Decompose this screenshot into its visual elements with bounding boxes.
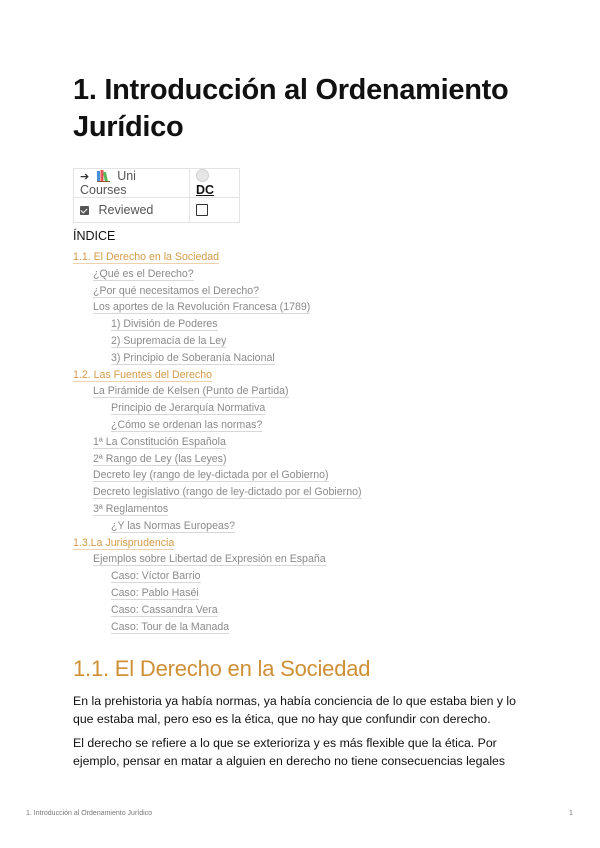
- toc-link[interactable]: 2ª Rango de Ley (las Leyes): [93, 452, 227, 465]
- toc-item: [73, 400, 362, 417]
- toc-link[interactable]: ¿Qué es el Derecho?: [93, 267, 194, 280]
- index-heading: ÍNDICE: [73, 229, 116, 243]
- paragraph-2: El derecho se refiere a lo que se exterioriza y es más flexible que la ética. Por ejemplo, pensar en matar a alguien en derecho no tiene consecuencias legales: [73, 736, 506, 768]
- toc-link[interactable]: ¿Y las Normas Europeas?: [111, 519, 236, 532]
- footer-title: 1. Introducción al Ordenamiento Jurídico: [26, 810, 153, 817]
- toc-link[interactable]: ¿Cómo se ordenan las normas?: [111, 418, 263, 431]
- relation-arrow-icon: ➔: [80, 171, 90, 183]
- toc-link[interactable]: Principio de Jerarquía Normativa: [111, 402, 266, 415]
- toc-item: [73, 619, 362, 636]
- toc-link[interactable]: Caso: Pablo Haséi: [111, 586, 199, 599]
- toc-item: [73, 383, 362, 400]
- toc-link[interactable]: Ejemplos sobre Libertad de Expresión en España: [93, 553, 326, 566]
- toc-item: [73, 467, 362, 484]
- property-label-course: Uni Courses: [80, 169, 136, 197]
- page-title: 1. Introducción al Ordenamiento Jurídico: [73, 74, 509, 143]
- toc-item: [73, 602, 362, 619]
- toc-link[interactable]: Los aportes de la Revolución Francesa (1789): [93, 301, 311, 314]
- toc-item: [73, 249, 362, 266]
- table-of-contents: [73, 249, 362, 635]
- toc-item: [73, 434, 362, 451]
- toc-item: [73, 333, 362, 350]
- toc-link[interactable]: Caso: Cassandra Vera: [111, 603, 218, 616]
- toc-item: [73, 535, 362, 552]
- reviewed-checkbox[interactable]: [196, 204, 208, 216]
- property-key-reviewed: [74, 198, 190, 223]
- footer-page-number: 1: [569, 810, 573, 817]
- property-row-reviewed: [74, 198, 240, 223]
- page-circle-icon: [196, 169, 209, 182]
- toc-item: [73, 518, 362, 535]
- paragraph-1: En la prehistoria ya había normas, ya había conciencia de lo que estaba bien y lo que estaba mal, pero eso es la ética, que no hay que confundir con derecho.: [73, 694, 516, 726]
- checkbox-property-icon: [80, 206, 89, 215]
- toc-item: [73, 451, 362, 468]
- course-link[interactable]: DC: [196, 183, 215, 197]
- toc-item: [73, 484, 362, 501]
- toc-link[interactable]: 1) División de Poderes: [111, 318, 218, 331]
- toc-item: [73, 585, 362, 602]
- properties-table: [73, 168, 240, 223]
- toc-link[interactable]: 3ª Reglamentos: [93, 502, 169, 515]
- toc-link[interactable]: 1.3.La Jurisprudencia: [73, 536, 175, 549]
- toc-link[interactable]: Decreto ley (rango de ley-dictada por el Gobierno): [93, 469, 329, 482]
- toc-link[interactable]: 1.1. El Derecho en la Sociedad: [73, 251, 220, 263]
- toc-link[interactable]: 1ª La Constitución Española: [93, 435, 226, 448]
- toc-item: [73, 501, 362, 518]
- toc-item: [73, 266, 362, 283]
- property-row-course: [74, 169, 240, 198]
- section-heading: 1.1. El Derecho en la Sociedad: [73, 656, 371, 681]
- toc-item: [73, 299, 362, 316]
- toc-item: [73, 551, 362, 568]
- toc-link[interactable]: 3) Principio de Soberanía Nacional: [111, 351, 275, 364]
- property-value-reviewed: [190, 198, 240, 223]
- property-value-course[interactable]: [190, 169, 240, 198]
- toc-link[interactable]: La Pirámide de Kelsen (Punto de Partida): [93, 385, 289, 398]
- books-icon: [97, 170, 110, 182]
- property-key-course: [74, 169, 190, 198]
- toc-item: [73, 283, 362, 300]
- toc-link[interactable]: 1.2. Las Fuentes del Derecho: [73, 368, 212, 381]
- toc-link[interactable]: Caso: Tour de la Manada: [111, 620, 230, 633]
- property-label-reviewed: Reviewed: [98, 203, 154, 217]
- toc-link[interactable]: Caso: Víctor Barrio: [111, 570, 201, 583]
- toc-link[interactable]: 2) Supremacía de la Ley: [111, 334, 227, 347]
- toc-item: [73, 350, 362, 367]
- toc-link[interactable]: ¿Por qué necesitamos el Derecho?: [93, 284, 260, 297]
- toc-item: [73, 568, 362, 585]
- toc-item: [73, 367, 362, 384]
- toc-item: [73, 417, 362, 434]
- toc-link[interactable]: Decreto legislativo (rango de ley-dictado por el Gobierno): [93, 486, 362, 499]
- toc-item: [73, 316, 362, 333]
